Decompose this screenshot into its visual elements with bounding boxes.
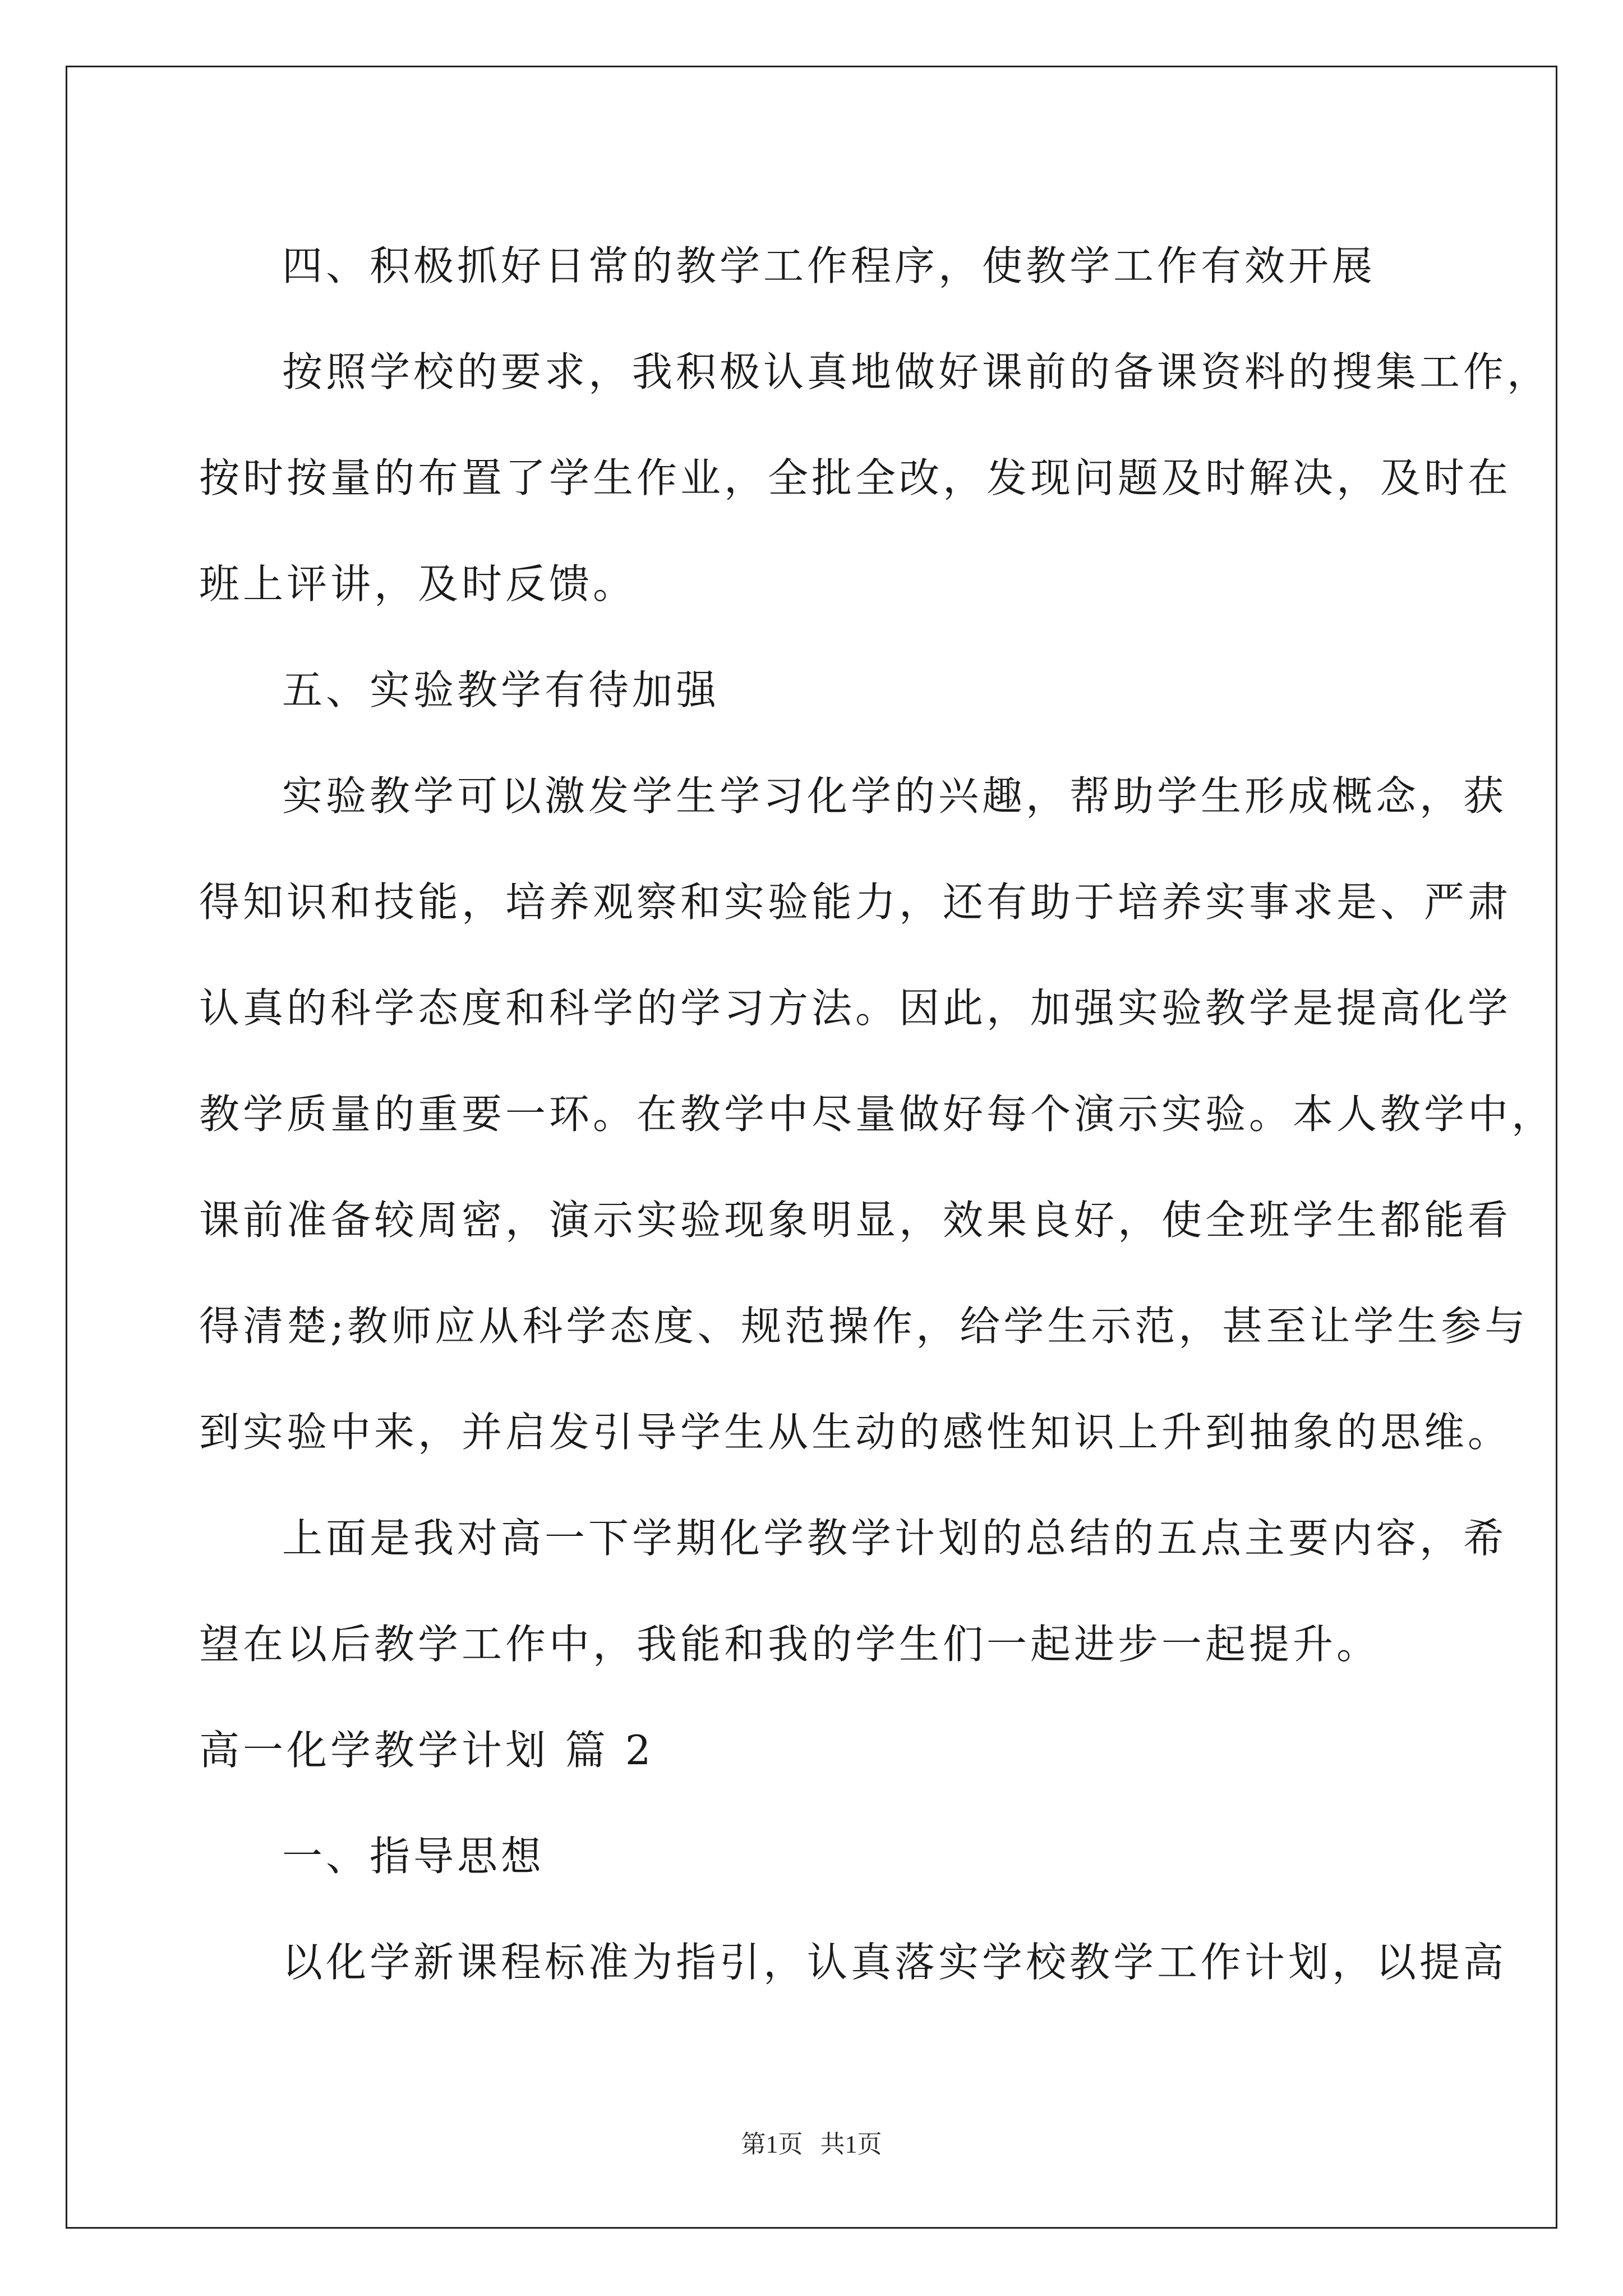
paragraph-line: 按时按量的布置了学生作业，全批全改，发现问题及时解决，及时在 (199, 454, 1512, 501)
paragraph-line: 以化学新课程标准为指引，认真落实学校教学工作计划，以提高 (282, 1939, 1507, 1986)
paragraph-line: 得知识和技能，培养观察和实验能力，还有助于培养实事求是、严肃 (199, 878, 1512, 926)
section-heading-5: 五、实验教学有待加强 (282, 666, 720, 714)
paragraph-line: 实验教学可以激发学生学习化学的兴趣，帮助学生形成概念，获 (282, 772, 1507, 820)
paragraph-line: 望在以后教学工作中，我能和我的学生们一起进步一起提升。 (199, 1621, 1381, 1668)
paragraph-line: 到实验中来，并启发引导学生从生动的感性知识上升到抽象的思维。 (199, 1409, 1512, 1456)
paragraph-line: 得清楚;教师应从科学态度、规范操作，给学生示范，甚至让学生参与 (199, 1303, 1529, 1350)
document-body (199, 213, 1556, 2016)
paragraph-line: 按照学校的要求，我积极认真地做好课前的备课资料的搜集工作， (282, 348, 1551, 395)
section-heading-4: 四、积极抓好日常的教学工作程序，使教学工作有效开展 (282, 242, 1376, 289)
paragraph-line: 班上评讲，及时反馈。 (199, 560, 637, 608)
paragraph-line: 认真的科学态度和科学的学习方法。因此，加强实验教学是提高化学 (199, 984, 1512, 1032)
page-footer (0, 2124, 1623, 2160)
paragraph-line: 课前准备较周密，演示实验现象明显，效果良好，使全班学生都能看 (199, 1197, 1512, 1244)
paragraph-line: 教学质量的重要一环。在教学中尽量做好每个演示实验。本人教学中， (199, 1091, 1556, 1138)
article-title: 高一化学教学计划 篇 2 (199, 1727, 654, 1774)
section-heading-1: 一、指导思想 (282, 1833, 545, 1880)
paragraph-line: 上面是我对高一下学期化学教学计划的总结的五点主要内容，希 (282, 1515, 1507, 1562)
page-total: 共1页 (820, 2131, 882, 2158)
page-number: 第1页 (741, 2131, 803, 2158)
